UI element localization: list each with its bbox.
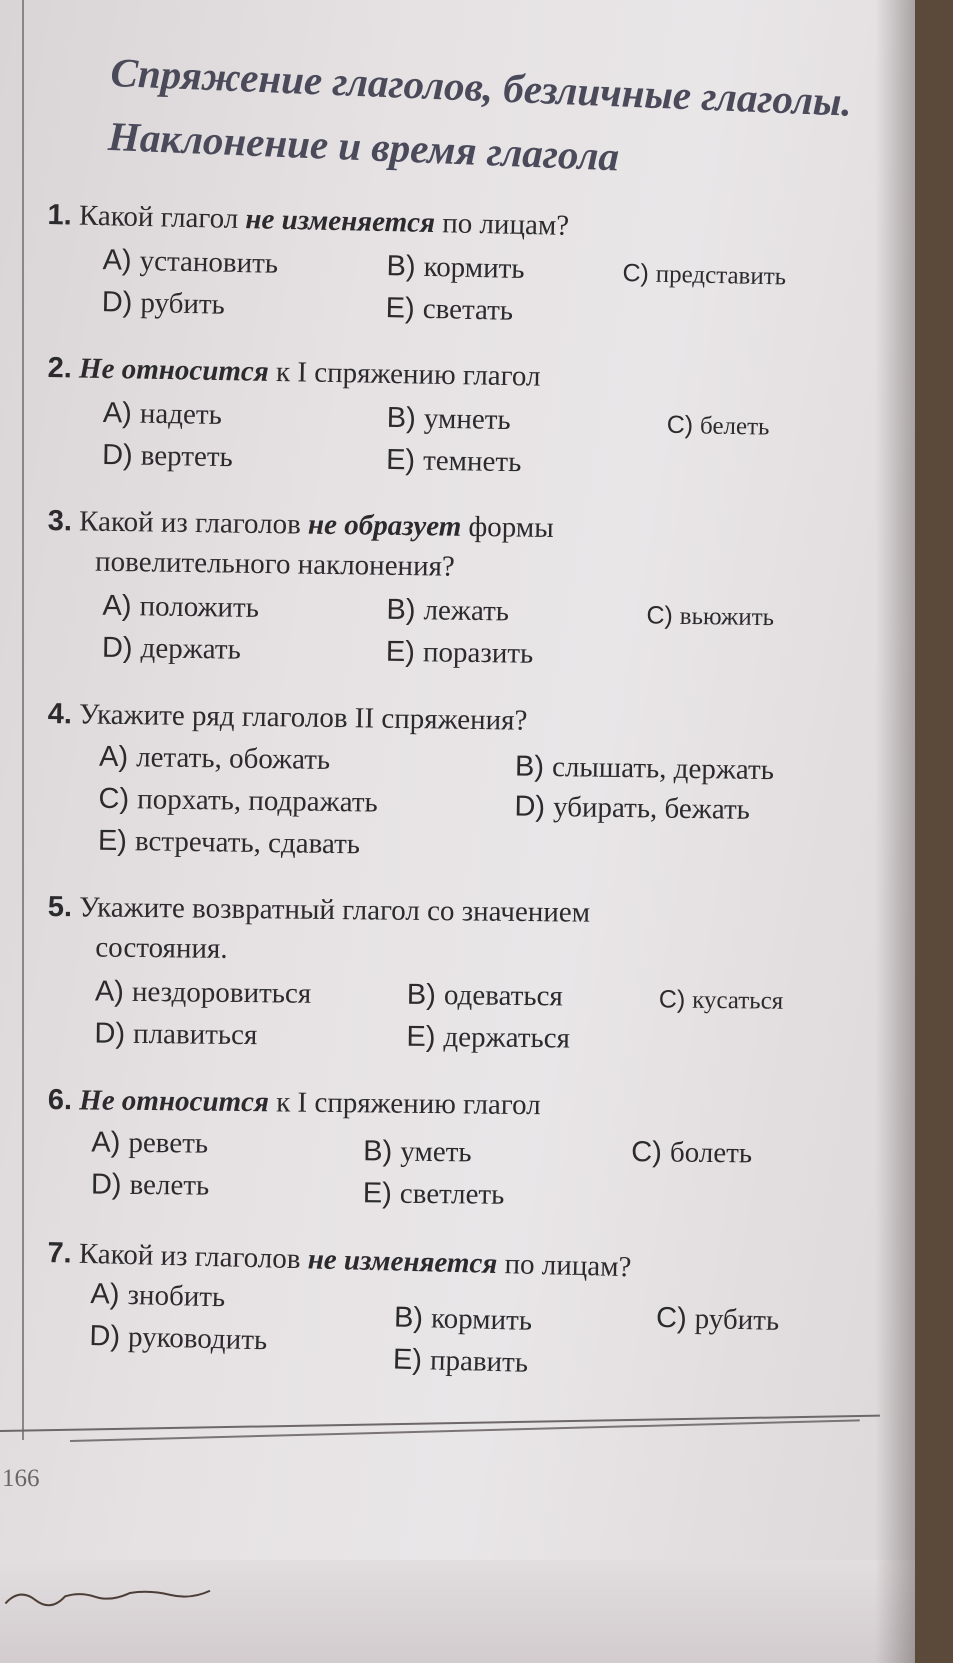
option-d: D) рубить — [101, 286, 226, 321]
option-b: B) кормить — [386, 250, 525, 285]
option-b: B) умнеть — [386, 401, 511, 437]
option-b: B) лежать — [386, 593, 510, 628]
option-c: C) кусаться — [658, 985, 784, 1015]
option-d: D) вертеть — [101, 438, 234, 474]
question-7 — [45, 1233, 868, 1389]
options — [47, 1120, 868, 1225]
option-c: C) болеть — [631, 1136, 753, 1170]
option-d: D) руководить — [89, 1320, 268, 1357]
question-pre: Какой из глаголов — [78, 505, 309, 541]
question-1 — [45, 195, 868, 348]
option-e: E) темнеть — [385, 443, 522, 479]
options — [46, 388, 868, 498]
question-post: по лицам? — [496, 1247, 632, 1284]
page-number: 166 — [2, 1465, 40, 1492]
question-emphasis: не изменяется — [307, 1243, 498, 1280]
option-a: A) реветь — [91, 1126, 209, 1160]
margin-rule — [22, 0, 24, 1440]
question-number: 4. — [47, 697, 73, 731]
option-c: C) рубить — [655, 1301, 780, 1337]
option-e: E) встречать, сдавать — [97, 824, 361, 861]
option-a: A) установить — [102, 244, 279, 280]
question-4 — [46, 694, 868, 881]
option-e: E) светлеть — [362, 1177, 505, 1211]
option-a: A) знобить — [90, 1278, 226, 1314]
question-number: 7. — [47, 1236, 73, 1270]
options — [46, 967, 867, 1072]
option-a: A) нездоровиться — [94, 975, 312, 1010]
option-c: C) вьюжить — [646, 601, 775, 632]
option-a: A) надеть — [102, 396, 223, 432]
question-pre: Укажите возвратный глагол со значением — [79, 891, 591, 929]
question-emphasis: не образует — [307, 508, 462, 543]
question-continuation: состояния. — [95, 931, 228, 965]
question-emphasis: не изменяется — [245, 203, 436, 240]
option-d: D) держать — [101, 631, 242, 666]
question-list — [48, 195, 868, 1386]
option-d: D) велеть — [90, 1168, 210, 1202]
option-e: E) поразить — [385, 635, 534, 670]
option-d: D) плавиться — [94, 1017, 258, 1052]
option-c: C) порхать, подражать — [98, 782, 378, 819]
page-edge-shadow — [875, 0, 915, 1663]
question-pre: Укажите ряд глаголов II спряжения? — [78, 698, 528, 737]
page-title: Спряжение глаголов, безличные глаголы. Наклонение и время глагола — [107, 48, 853, 180]
question-pre: Какой из глаголов — [78, 1237, 309, 1276]
option-e: E) светать — [385, 292, 514, 327]
options — [46, 734, 868, 881]
option-b: B) одеваться — [406, 978, 563, 1013]
question-5 — [46, 887, 868, 1072]
question-number: 2. — [47, 351, 73, 385]
page-bottom-area — [0, 1560, 915, 1663]
question-2 — [46, 348, 868, 498]
option-b: B) уметь — [363, 1135, 472, 1169]
option-c: C) белеть — [666, 410, 770, 441]
question-pre: Какой глагол — [78, 199, 246, 236]
question-emphasis: Не относится — [78, 352, 270, 388]
options — [46, 581, 867, 688]
question-post: к I спряжению глагол — [268, 355, 541, 393]
question-6 — [47, 1080, 868, 1225]
question-number: 6. — [47, 1083, 73, 1117]
option-a: A) летать, обожать — [98, 740, 331, 776]
question-number: 1. — [47, 198, 73, 232]
question-text — [47, 501, 868, 592]
option-e: E) держаться — [406, 1020, 571, 1055]
option-a: A) положить — [102, 589, 260, 624]
options — [45, 235, 867, 348]
question-number: 5. — [47, 890, 73, 924]
question-continuation: повелительного наклонения? — [94, 545, 456, 583]
question-post: по лицам? — [434, 207, 570, 242]
options — [45, 1273, 867, 1389]
option-c: C) представить — [622, 259, 787, 291]
question-number: 3. — [47, 504, 73, 538]
option-b: B) кормить — [393, 1301, 533, 1337]
option-e: E) править — [392, 1343, 529, 1379]
question-post: к I спряжению глагол — [268, 1086, 541, 1122]
question-text — [47, 887, 868, 976]
question-post: формы — [461, 510, 554, 545]
question-3 — [46, 501, 868, 688]
question-emphasis: Не относится — [79, 1084, 270, 1119]
option-b: B) слышать, держать — [514, 750, 775, 787]
option-d: D) убирать, бежать — [514, 790, 751, 826]
